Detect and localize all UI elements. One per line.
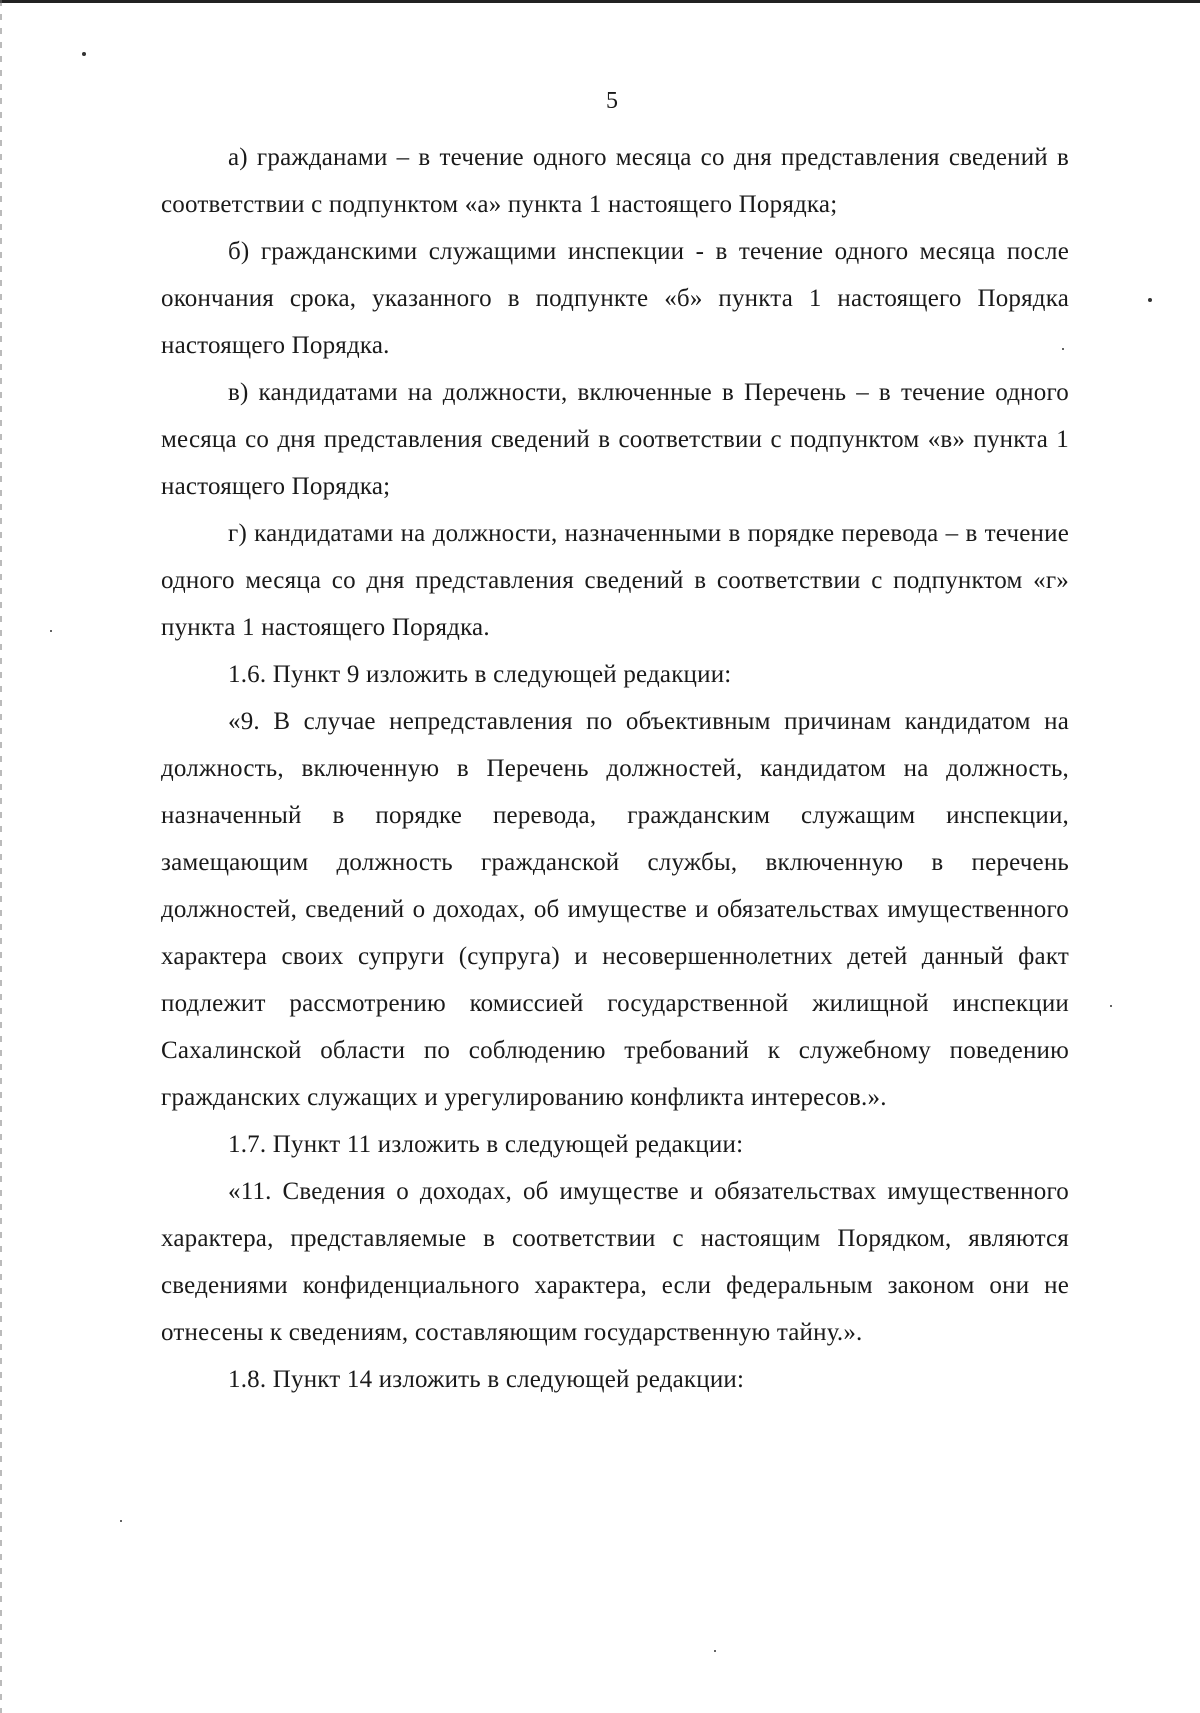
paragraph-b: б) гражданскими служащими инспекции - в течение одного месяца после окончания срока, указанного в подпункте «б» пункта 1 настоящего Порядка настоящего Порядка. [161,238,1069,359]
scan-speck [82,52,86,56]
scan-speck [714,1650,716,1652]
document-body [161,134,1069,1403]
paragraph-item-9: «9. В случае непредставления по объективным причинам кандидатом на должность, включенную в Перечень должностей, кандидатом на должность, назначенный в порядке перевода, гражданским служащим инспекции, замещающим должность гражданской службы, включенную в перечень должностей, сведений о доходах, об имуществе и обязательствах имущественного характера своих супруги (супруга) и несовершеннолетних детей данный факт подлежит рассмотрению комиссией государственной жилищной инспекции Сахалинской области по соблюдению требований к служебному поведению гражданских служащих и урегулированию конфликта интересов.». [161,708,1069,1111]
paragraph-1-6-heading: 1.6. Пункт 9 изложить в следующей редакции: [228,661,732,688]
paragraph-a: а) гражданами – в течение одного месяца со дня представления сведений в соответствии с подпунктом «а» пункта 1 настоящего Порядка; [161,144,1069,218]
scan-speck [1062,348,1064,350]
paragraph-item-11: «11. Сведения о доходах, об имуществе и обязательствах имущественного характера, представляемые в соответствии с настоящим Порядком, являются сведениями конфиденциального характера, если федеральным законом они не отнесены к сведениям, составляющим государственную тайну.». [161,1178,1069,1346]
scan-speck [50,630,52,632]
paragraph-g: г) кандидатами на должности, назначенными в порядке перевода – в течение одного месяца со дня представления сведений в соответствии с подпунктом «г» пункта 1 настоящего Порядка. [161,520,1069,641]
scan-left-edge [0,0,2,1713]
scan-speck [1110,1005,1112,1007]
paragraph-v: в) кандидатами на должности, включенные в Перечень – в течение одного месяца со дня представления сведений в соответствии с подпунктом «в» пункта 1 настоящего Порядка; [161,379,1069,500]
page-number: 5 [606,88,618,114]
scan-speck [120,1520,122,1522]
paragraph-1-7-heading: 1.7. Пункт 11 изложить в следующей редакции: [228,1131,744,1158]
scan-speck [1148,298,1152,302]
top-border-line [0,0,1200,3]
paragraph-1-8-heading: 1.8. Пункт 14 изложить в следующей редакции: [228,1366,745,1393]
